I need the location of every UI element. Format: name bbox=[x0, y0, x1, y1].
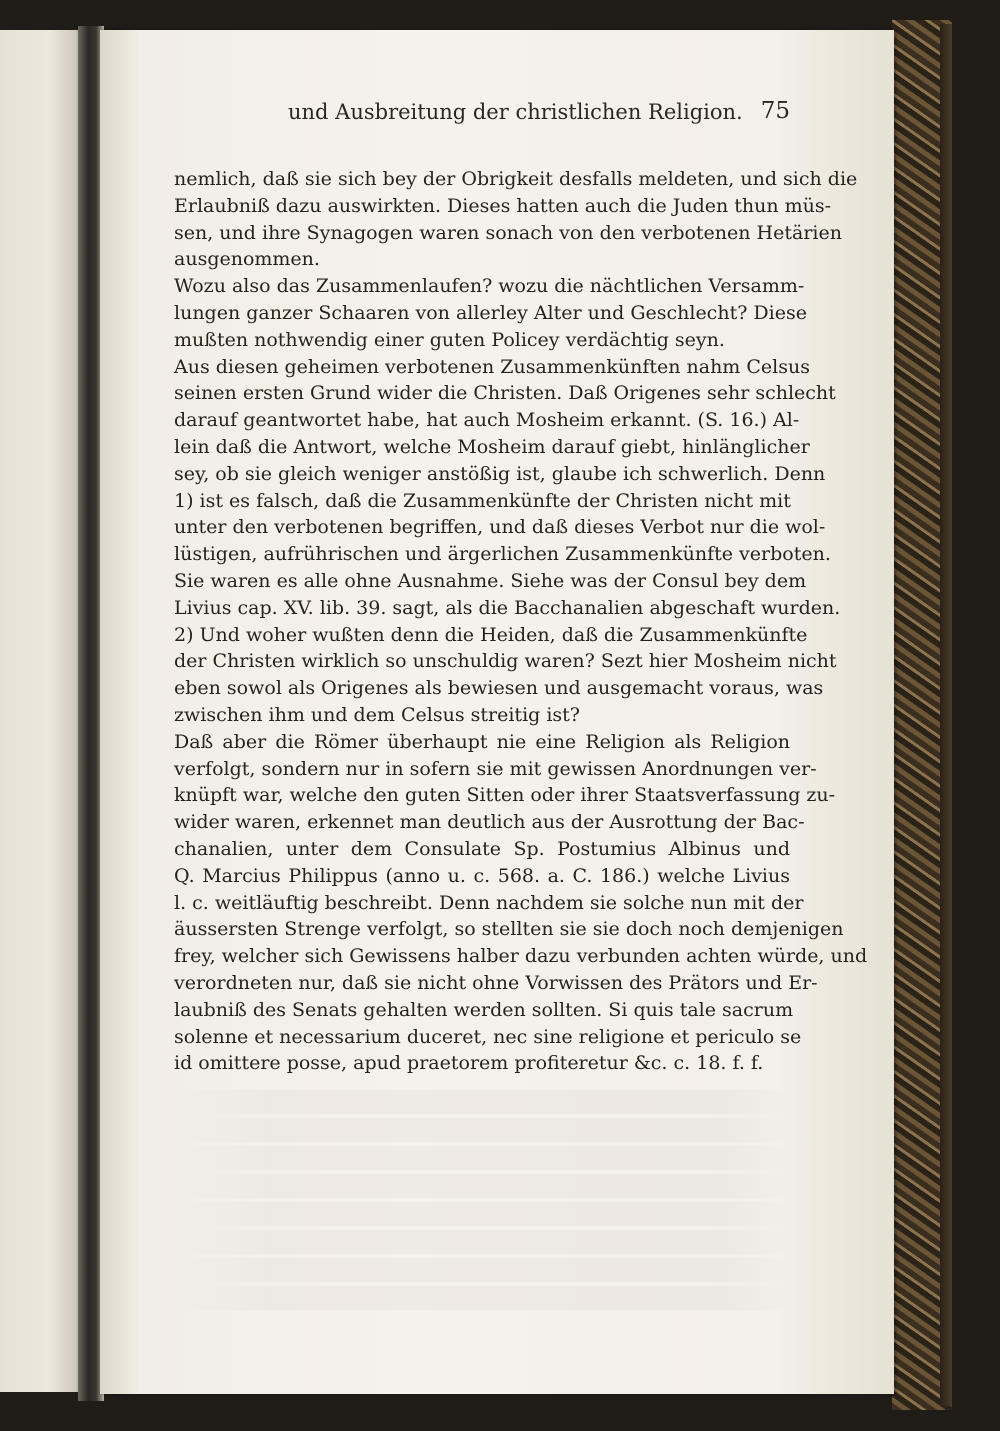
text-line: nemlich, daß sie sich bey der Obrigkeit desfalls meldeten, und sich die bbox=[174, 168, 858, 190]
text-line: wider waren, erkennet man deutlich aus der Ausrottung der Bac- bbox=[174, 811, 805, 834]
text-line: Daß aber die Römer überhaupt nie eine Religion als Religion bbox=[174, 730, 790, 753]
body-text bbox=[174, 166, 868, 1077]
text-line: knüpft war, welche den guten Sitten oder ihrer Staatsverfassung zu- bbox=[174, 784, 836, 807]
cover-edge bbox=[940, 24, 952, 1406]
header-title: und Ausbreitung der christlichen Religion. bbox=[288, 100, 743, 124]
text-line: verordneten nur, daß sie nicht ohne Vorwissen des Prätors und Er- bbox=[174, 971, 818, 994]
text-line: zwischen ihm und dem Celsus streitig ist? bbox=[174, 703, 580, 726]
text-line: id omittere posse, apud praetorem profiteretur &c. c. 18. f. f. bbox=[174, 1052, 764, 1075]
text-line: Aus diesen geheimen verbotenen Zusammenkünften nahm Celsus bbox=[174, 355, 810, 378]
text-line: äussersten Strenge verfolgt, so stellten sie sie doch noch demjenigen bbox=[174, 918, 844, 941]
text-line: 1) ist es falsch, daß die Zusammenkünfte der Christen nicht mit bbox=[174, 489, 791, 512]
text-line: der Christen wirklich so unschuldig waren? Sezt hier Mosheim nicht bbox=[174, 650, 837, 673]
text-line: frey, welcher sich Gewissens halber dazu verbunden achten würde, und bbox=[174, 945, 868, 968]
text-line: Sie waren es alle ohne Ausnahme. Siehe was der Consul bey dem bbox=[174, 569, 807, 592]
text-line: Q. Marcius Philippus (anno u. c. 568. a. C. 186.) welche Livius bbox=[174, 864, 790, 887]
text-line: 2) Und woher wußten denn die Heiden, daß die Zusammenkünfte bbox=[174, 623, 808, 646]
page-number: 75 bbox=[760, 98, 790, 124]
text-line: solenne et necessarium duceret, nec sine religione et periculo se bbox=[174, 1025, 802, 1048]
text-line: sey, ob sie gleich weniger anstößig ist, glaube ich schwerlich. Denn bbox=[174, 462, 826, 485]
text-line: verfolgt, sondern nur in sofern sie mit gewissen Anordnungen ver- bbox=[174, 757, 817, 780]
text-line: l. c. weitläuftig beschreibt. Denn nachdem sie solche nun mit der bbox=[174, 891, 804, 914]
text-line: unter den verbotenen begriffen, und daß dieses Verbot nur die wol- bbox=[174, 516, 826, 539]
text-line: lüstigen, aufrührischen und ärgerlichen Zusammenkünfte verboten. bbox=[174, 543, 831, 566]
text-line: sen, und ihre Synagogen waren sonach von den verbotenen Hetärien bbox=[174, 221, 842, 244]
running-header bbox=[190, 96, 790, 126]
text-line: lein daß die Antwort, welche Mosheim darauf giebt, hinlänglicher bbox=[174, 435, 810, 458]
text-line: Livius cap. XV. lib. 39. sagt, als die Bacchanalien abgeschaft wurden. bbox=[174, 596, 841, 619]
text-line: laubniß des Senats gehalten werden sollten. Si quis tale sacrum bbox=[174, 998, 794, 1021]
left-page-edge bbox=[0, 30, 82, 1392]
text-line: chanalien, unter dem Consulate Sp. Postumius Albinus und bbox=[174, 837, 790, 860]
text-line: darauf geantwortet habe, hat auch Mosheim erkannt. (S. 16.) Al- bbox=[174, 409, 800, 432]
text-line: Wozu also das Zusammenlaufen? wozu die nächtlichen Versamm- bbox=[174, 275, 805, 298]
text-line: ausgenommen. bbox=[174, 248, 320, 271]
text-line: Erlaubniß dazu auswirkten. Dieses hatten auch die Juden thun müs- bbox=[174, 194, 832, 217]
text-line: mußten nothwendig einer guten Policey verdächtig seyn. bbox=[174, 328, 725, 351]
bleed-through-text bbox=[178, 1090, 788, 1314]
text-line: lungen ganzer Schaaren von allerley Alter und Geschlecht? Diese bbox=[174, 301, 807, 324]
text-line: seinen ersten Grund wider die Christen. Daß Origenes sehr schlecht bbox=[174, 382, 836, 405]
text-line: eben sowol als Origenes als bewiesen und ausgemacht voraus, was bbox=[174, 677, 824, 700]
